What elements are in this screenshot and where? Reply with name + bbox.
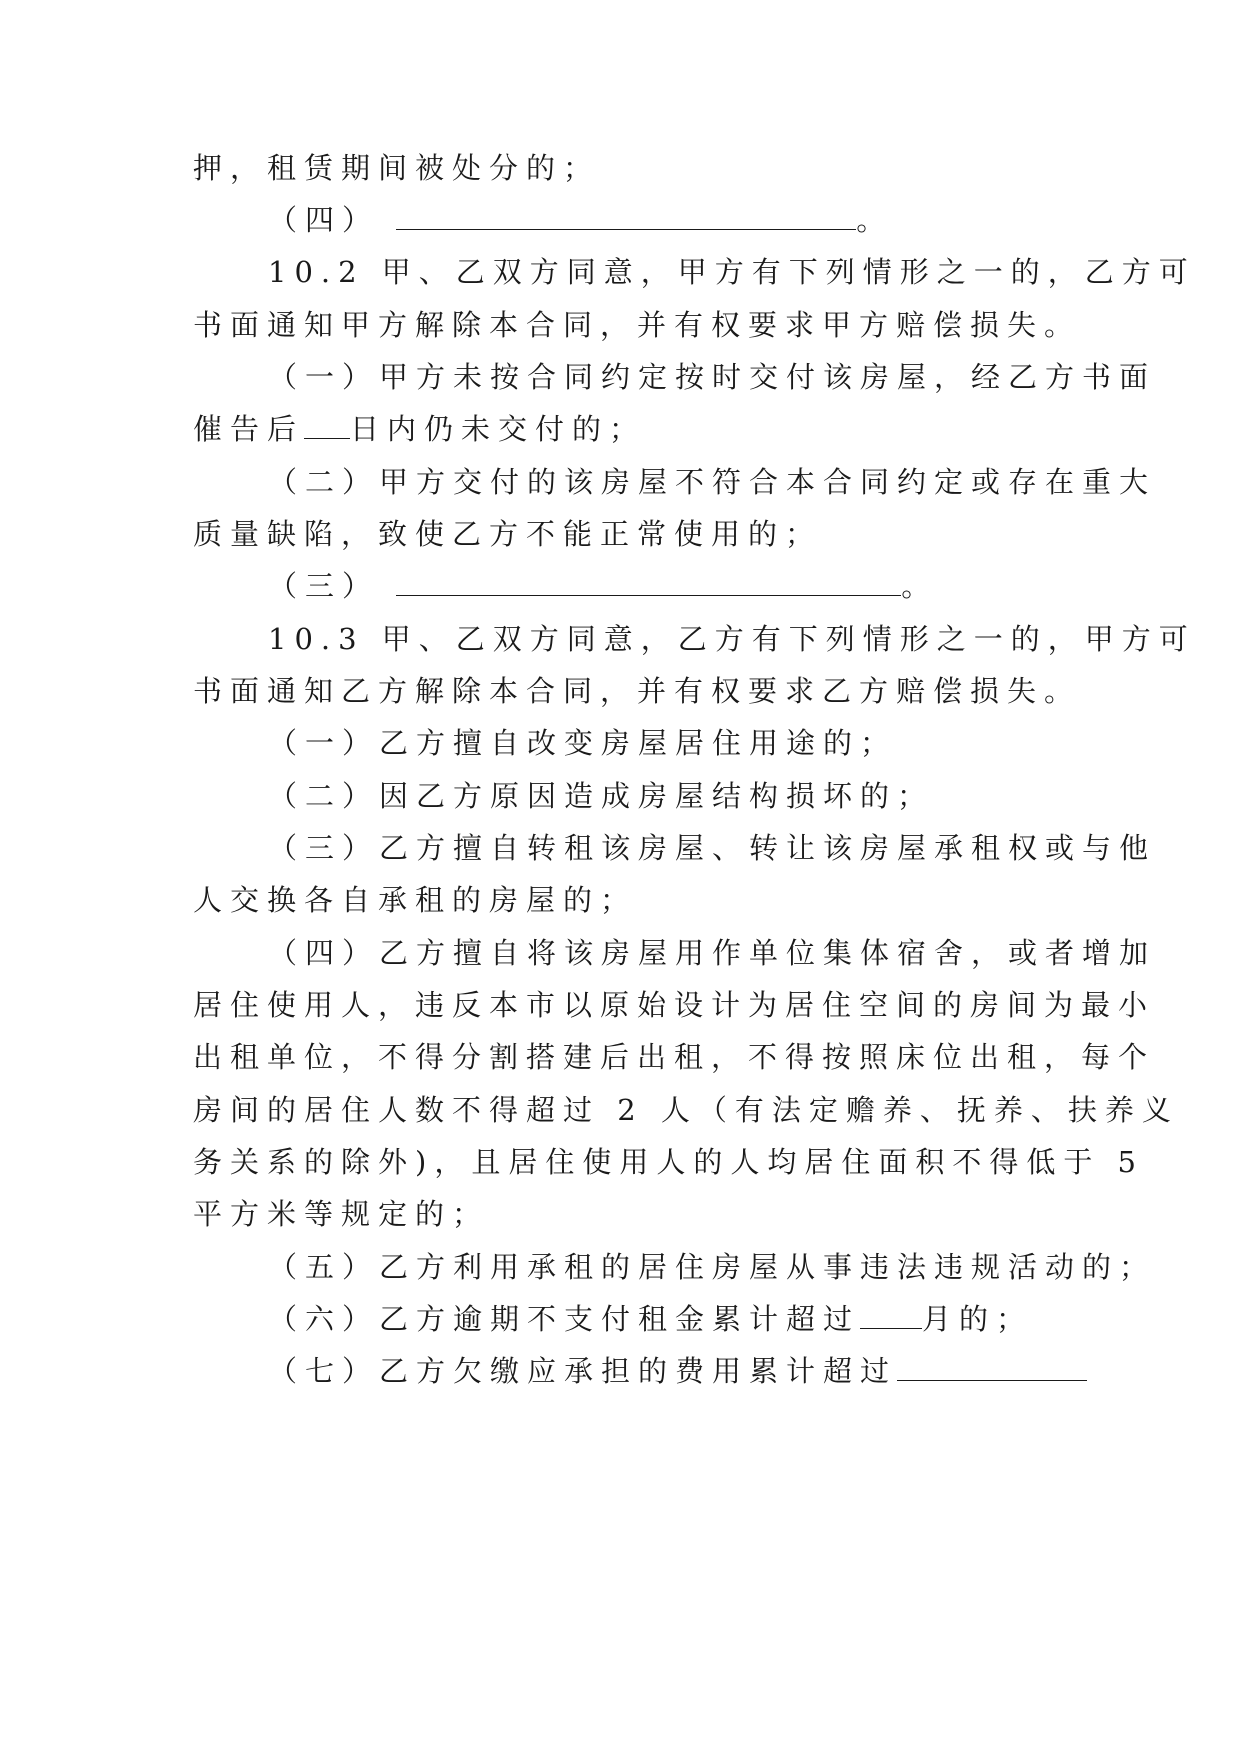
text-line-6 bbox=[193, 409, 1073, 449]
text-run: （一）甲方未按合同约定按时交付该房屋，经乙方书面 bbox=[268, 360, 1157, 394]
text-run: 居住使用人，违反本市以原始设计为居住空间的房间为最小 bbox=[193, 988, 1156, 1022]
clause-10-3-heading bbox=[268, 619, 1196, 659]
text-line-21 bbox=[193, 1194, 1073, 1234]
text-run: （一）乙方擅自改变房屋居住用途的； bbox=[268, 726, 898, 760]
clause-label: （三） bbox=[268, 569, 380, 603]
text-line-15 bbox=[193, 880, 1073, 920]
text-run: 日内仍未交付的； bbox=[350, 412, 647, 446]
text-run: 。 bbox=[856, 203, 894, 237]
clause-10-2-item-2 bbox=[268, 462, 1157, 502]
text-line-1 bbox=[193, 148, 1073, 188]
clause-10-2-item-3 bbox=[268, 566, 1078, 606]
clause-10-3-item-4 bbox=[268, 933, 1157, 973]
text-run: 务关系的除外)，且居住使用人的人均居住面积不得低于 5 bbox=[193, 1145, 1144, 1179]
clause-10-3-item-5 bbox=[268, 1247, 1157, 1287]
clause-10-2-heading bbox=[268, 252, 1196, 292]
text-run: 催告后 bbox=[193, 412, 305, 446]
clause-10-3-item-1 bbox=[268, 723, 1078, 763]
text-run: 人交换各自承租的房屋的； bbox=[193, 883, 638, 917]
clause-10-3-item-3 bbox=[268, 828, 1157, 868]
text-run: 房间的居住人数不得超过 2 人（有法定赡养、抚养、扶养义 bbox=[193, 1093, 1179, 1127]
text-run: 押，租赁期间被处分的； bbox=[193, 151, 601, 185]
text-run: 。 bbox=[901, 569, 939, 603]
text-line-8 bbox=[193, 514, 1073, 554]
blank-field[interactable] bbox=[860, 1300, 922, 1329]
blank-field[interactable] bbox=[396, 201, 856, 230]
clause-10-2-item-1 bbox=[268, 357, 1157, 397]
text-run: 书面通知乙方解除本合同，并有权要求乙方赔偿损失。 bbox=[193, 674, 1082, 708]
clause-10-3-item-7 bbox=[268, 1351, 1078, 1391]
text-run: （六）乙方逾期不支付租金累计超过 bbox=[268, 1302, 861, 1336]
text-run: （四）乙方擅自将该房屋用作单位集体宿舍，或者增加 bbox=[268, 936, 1157, 970]
text-line-20 bbox=[193, 1142, 1144, 1182]
text-run: 平方米等规定的； bbox=[193, 1197, 490, 1231]
clause-10-3-item-2 bbox=[268, 776, 1078, 816]
text-run: （七）乙方欠缴应承担的费用累计超过 bbox=[268, 1354, 898, 1388]
text-run: （二）甲方交付的该房屋不符合本合同约定或存在重大 bbox=[268, 465, 1157, 499]
text-run: 10.3 甲、乙双方同意，乙方有下列情形之一的，甲方可 bbox=[268, 622, 1196, 656]
text-line-4 bbox=[193, 305, 1082, 345]
text-run: 书面通知甲方解除本合同，并有权要求甲方赔偿损失。 bbox=[193, 308, 1082, 342]
text-line-19 bbox=[193, 1090, 1179, 1130]
blank-field[interactable] bbox=[396, 567, 901, 596]
text-run: 出租单位，不得分割搭建后出租，不得按照床位出租，每个 bbox=[193, 1040, 1156, 1074]
text-run: （三）乙方擅自转租该房屋、转让该房屋承租权或与他 bbox=[268, 831, 1157, 865]
text-run: 月的； bbox=[922, 1302, 1034, 1336]
text-run: 10.2 甲、乙双方同意，甲方有下列情形之一的，乙方可 bbox=[268, 255, 1196, 289]
clause-10-3-item-6 bbox=[268, 1299, 1078, 1339]
text-run: 质量缺陷，致使乙方不能正常使用的； bbox=[193, 517, 823, 551]
text-line-17 bbox=[193, 985, 1156, 1025]
blank-field[interactable] bbox=[304, 410, 350, 439]
text-line-11 bbox=[193, 671, 1082, 711]
clause-label: （四） bbox=[268, 203, 380, 237]
text-run: （二）因乙方原因造成房屋结构损坏的； bbox=[268, 779, 935, 813]
clause-10-1-item-4 bbox=[268, 200, 1078, 240]
text-run: （五）乙方利用承租的居住房屋从事违法违规活动的； bbox=[268, 1250, 1157, 1284]
text-line-18 bbox=[193, 1037, 1156, 1077]
blank-field[interactable] bbox=[897, 1352, 1087, 1381]
